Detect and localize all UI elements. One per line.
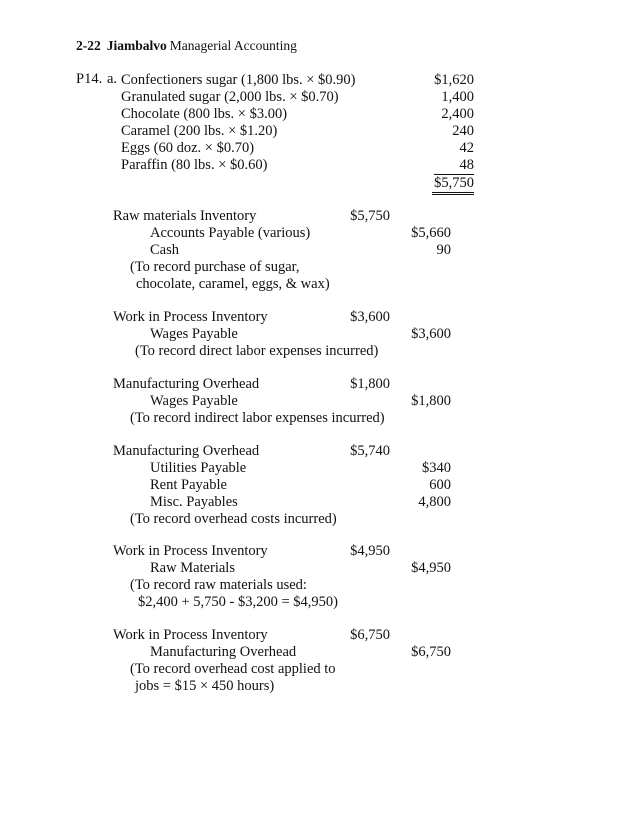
book-title: Managerial Accounting	[169, 38, 297, 53]
entry-memo: (To record direct labor expenses incurred)	[135, 343, 379, 359]
cost-line-text: Confectioners sugar (1,800 lbs. × $0.90)	[121, 72, 356, 88]
debit-account: Work in Process Inventory	[113, 543, 268, 559]
problem-label: P14.	[76, 71, 103, 87]
cost-line-amount: 240	[452, 123, 474, 139]
cost-line-text: Chocolate (800 lbs. × $3.00)	[121, 106, 288, 122]
credit-account: Misc. Payables	[150, 494, 238, 510]
entry-memo: $2,400 + 5,750 - $3,200 = $4,950)	[138, 594, 339, 610]
debit-account: Manufacturing Overhead	[113, 376, 260, 392]
credit-amount: $340	[422, 460, 451, 476]
cost-line-amount: 42	[459, 140, 474, 156]
debit-account: Raw materials Inventory	[113, 208, 257, 224]
credit-account: Raw Materials	[150, 560, 235, 576]
debit-account: Manufacturing Overhead	[113, 443, 260, 459]
credit-amount: $6,750	[411, 644, 451, 660]
debit-account: Work in Process Inventory	[113, 309, 268, 325]
cost-line-amount: 48	[434, 156, 474, 175]
page-header	[76, 38, 297, 54]
credit-amount: $1,800	[411, 393, 451, 409]
cost-line-text: Granulated sugar (2,000 lbs. × $0.70)	[121, 89, 339, 105]
cost-line-text: Paraffin (80 lbs. × $0.60)	[121, 157, 268, 173]
problem-part: a.	[107, 71, 118, 87]
debit-amount: $5,740	[350, 443, 390, 459]
page-number: 2-22	[76, 38, 101, 53]
author-name: Jiambalvo	[106, 38, 167, 53]
debit-amount: $4,950	[350, 543, 390, 559]
entry-memo: (To record purchase of sugar,	[130, 259, 300, 275]
credit-account: Rent Payable	[150, 477, 227, 493]
credit-account: Accounts Payable (various)	[150, 225, 311, 241]
cost-line-amount: 1,400	[441, 89, 474, 105]
credit-amount: 600	[429, 477, 451, 493]
credit-account: Manufacturing Overhead	[150, 644, 297, 660]
entry-memo: jobs = $15 × 450 hours)	[135, 678, 275, 694]
credit-amount: $5,660	[411, 225, 451, 241]
cost-line-text: Eggs (60 doz. × $0.70)	[121, 140, 255, 156]
debit-amount: $5,750	[350, 208, 390, 224]
entry-memo: (To record overhead cost applied to	[130, 661, 336, 677]
cost-total: $5,750	[432, 174, 474, 195]
cost-line-amount: $1,620	[434, 72, 474, 88]
cost-line-amount: 2,400	[441, 106, 474, 122]
debit-account: Work in Process Inventory	[113, 627, 268, 643]
entry-memo: (To record indirect labor expenses incurred)	[130, 410, 385, 426]
credit-amount: 4,800	[418, 494, 451, 510]
credit-account: Wages Payable	[150, 393, 238, 409]
credit-account: Wages Payable	[150, 326, 238, 342]
credit-amount: $4,950	[411, 560, 451, 576]
credit-amount: 90	[436, 242, 451, 258]
cost-line-text: Caramel (200 lbs. × $1.20)	[121, 123, 278, 139]
credit-amount: $3,600	[411, 326, 451, 342]
entry-memo: (To record raw materials used:	[130, 577, 307, 593]
debit-amount: $6,750	[350, 627, 390, 643]
entry-memo: (To record overhead costs incurred)	[130, 511, 337, 527]
entry-memo: chocolate, caramel, eggs, & wax)	[136, 276, 330, 292]
debit-amount: $3,600	[350, 309, 390, 325]
credit-account: Utilities Payable	[150, 460, 247, 476]
debit-amount: $1,800	[350, 376, 390, 392]
credit-account: Cash	[150, 242, 179, 258]
